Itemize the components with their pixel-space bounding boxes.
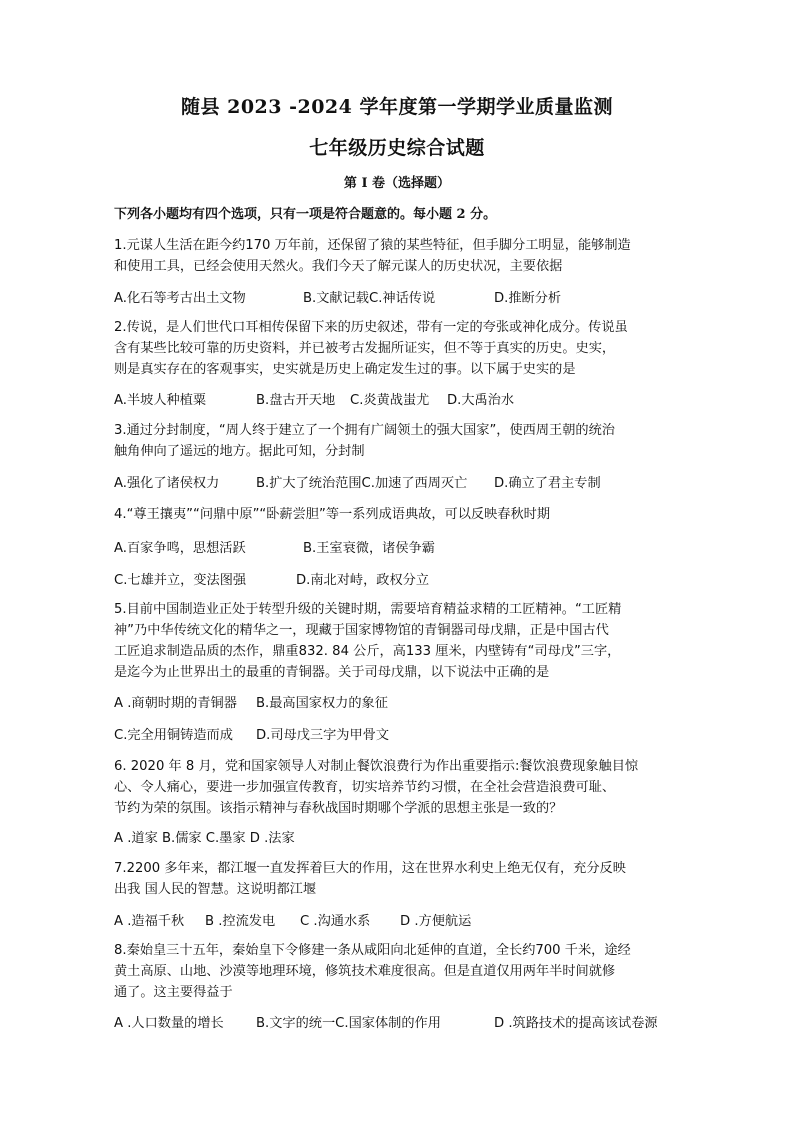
question-line: 则是真实存在的客观事实，史实就是历史上确定发生过的事。以下属于史实的是 — [114, 362, 576, 377]
question-7 — [114, 858, 684, 900]
option-a: A .造福千秋 — [114, 914, 185, 929]
question-line: 是迄今为止世界出土的最重的青铜器。关于司母戊鼎，以下说法中正确的是 — [114, 665, 550, 680]
option-a: A.半坡人种植粟 — [114, 393, 207, 408]
option-c: C .沟通水系 — [300, 914, 371, 929]
option-list: A .道家 B.儒家 C.墨家 D .法家 — [114, 831, 295, 846]
question-line: 黄土高原、山地、沙漠等地理环境，修筑技术难度很高。但是直道仅用两年半时间就修 — [114, 964, 616, 979]
question-line: 3.通过分封制度，“周人终于建立了一个拥有广阔领土的强大国家”，使西周王朝的统治 — [114, 423, 615, 438]
question-4: 4.“尊王攘夷”“问鼎中原”“卧薪尝胆”等一系列成语典故，可以反映春秋时期 — [114, 507, 551, 522]
question-line: 和使用工具，已经会使用天然火。我们今天了解元谋人的历史状况，主要依据 — [114, 259, 563, 274]
option-a: A.强化了诸侯权力 — [114, 476, 220, 491]
question-line: 触角伸向了遥远的地方。据此可知，分封制 — [114, 444, 365, 459]
question-line: 2.传说，是人们世代口耳相传保留下来的历史叙述，带有一定的夸张或神化成分。传说虽 — [114, 320, 628, 335]
option-c: C.完全用铜铸造而成 — [114, 728, 233, 743]
option-d: D .方便航运 — [400, 914, 472, 929]
option-b: B.最高国家权力的象征 — [256, 696, 388, 711]
option-b: B.文献记载C.神话传说 — [303, 291, 436, 306]
question-5 — [114, 599, 684, 683]
instruction-text: 下列各小题均有四个选项，只有一项是符合题意的。每小题 2 分。 — [114, 207, 497, 222]
question-2 — [114, 317, 684, 380]
option-d: D .筑路技术的提高该试卷源 — [494, 1016, 658, 1031]
question-line: 1.元谋人生活在距今约170 万年前，还保留了猿的某些特征，但手脚分工明显，能够制造 — [114, 238, 631, 253]
option-b: B .控流发电 — [205, 914, 276, 929]
question-line: 心、令人痛心，要进一步加强宣传教育，切实培养节约习惯，在全社会营造浪费可耻、 — [114, 780, 616, 795]
option-bc: B.文字的统一C.国家体制的作用 — [256, 1016, 441, 1031]
option-d: D.大禹治水 — [447, 393, 515, 408]
option-b: B.王室衰微，诸侯争霸 — [303, 541, 435, 556]
question-line: 神”乃中华传统文化的精华之一，现藏于国家博物馆的青铜器司母戊鼎，正是中国古代 — [114, 623, 609, 638]
option-d: D.南北对峙，政权分立 — [296, 573, 430, 588]
exam-title: 随县 2023 -2024 学年度第一学期学业质量监测 — [181, 96, 613, 118]
question-1 — [114, 235, 684, 277]
option-d: D.司母戊三字为甲骨文 — [256, 728, 390, 743]
question-line: 通了。这主要得益于 — [114, 985, 233, 1000]
option-a: A .商朝时期的青铜器 — [114, 696, 237, 711]
option-c: C.炎黄战蚩尤 — [350, 393, 430, 408]
question-line: 8.秦始皇三十五年，秦始皇下令修建一条从咸阳向北延伸的直道，全长约700 千米，途经 — [114, 943, 631, 958]
question-line: 含有某些比较可靠的历史资料，并已被考古发掘所证实，但不等于真实的历史。史实， — [114, 341, 616, 356]
exam-subtitle: 七年级历史综合试题 — [309, 137, 485, 159]
option-c: C.七雄并立，变法图强 — [114, 573, 247, 588]
option-d: D.推断分析 — [494, 291, 562, 306]
question-3 — [114, 420, 684, 462]
option-a: A.化石等考古出土文物 — [114, 291, 246, 306]
option-a: A.百家争鸣，思想活跃 — [114, 541, 246, 556]
option-a: A .人口数量的增长 — [114, 1016, 224, 1031]
question-line: 工匠追求制造品质的杰作，鼎重832. 84 公斤，高133 厘米，内壁铸有“司母戊”三字， — [114, 644, 621, 659]
option-b: B.盘古开天地 — [256, 393, 336, 408]
question-line: 6. 2020 年 8 月，党和国家领导人对制止餐饮浪费行为作出重要指示:餐饮浪费现象触目惊 — [114, 759, 639, 774]
section-heading: 第 I 卷（选择题） — [343, 176, 451, 191]
question-line: 节约为荣的氛围。该指示精神与春秋战国时期哪个学派的思想主张是一致的？ — [114, 801, 563, 816]
question-line: 出我 国人民的智慧。这说明都江堰 — [114, 882, 317, 897]
question-line: 7.2200 多年来，都江堰一直发挥着巨大的作用，这在世界水利史上绝无仅有，充分反映 — [114, 861, 626, 876]
option-bc: B.扩大了统治范围C.加速了西周灭亡 — [256, 476, 468, 491]
option-d: D.确立了君主专制 — [494, 476, 601, 491]
question-6 — [114, 756, 684, 819]
question-8 — [114, 940, 684, 1003]
question-line: 5.目前中国制造业正处于转型升级的关键时期，需要培育精益求精的工匠精神。“工匠精 — [114, 602, 622, 617]
